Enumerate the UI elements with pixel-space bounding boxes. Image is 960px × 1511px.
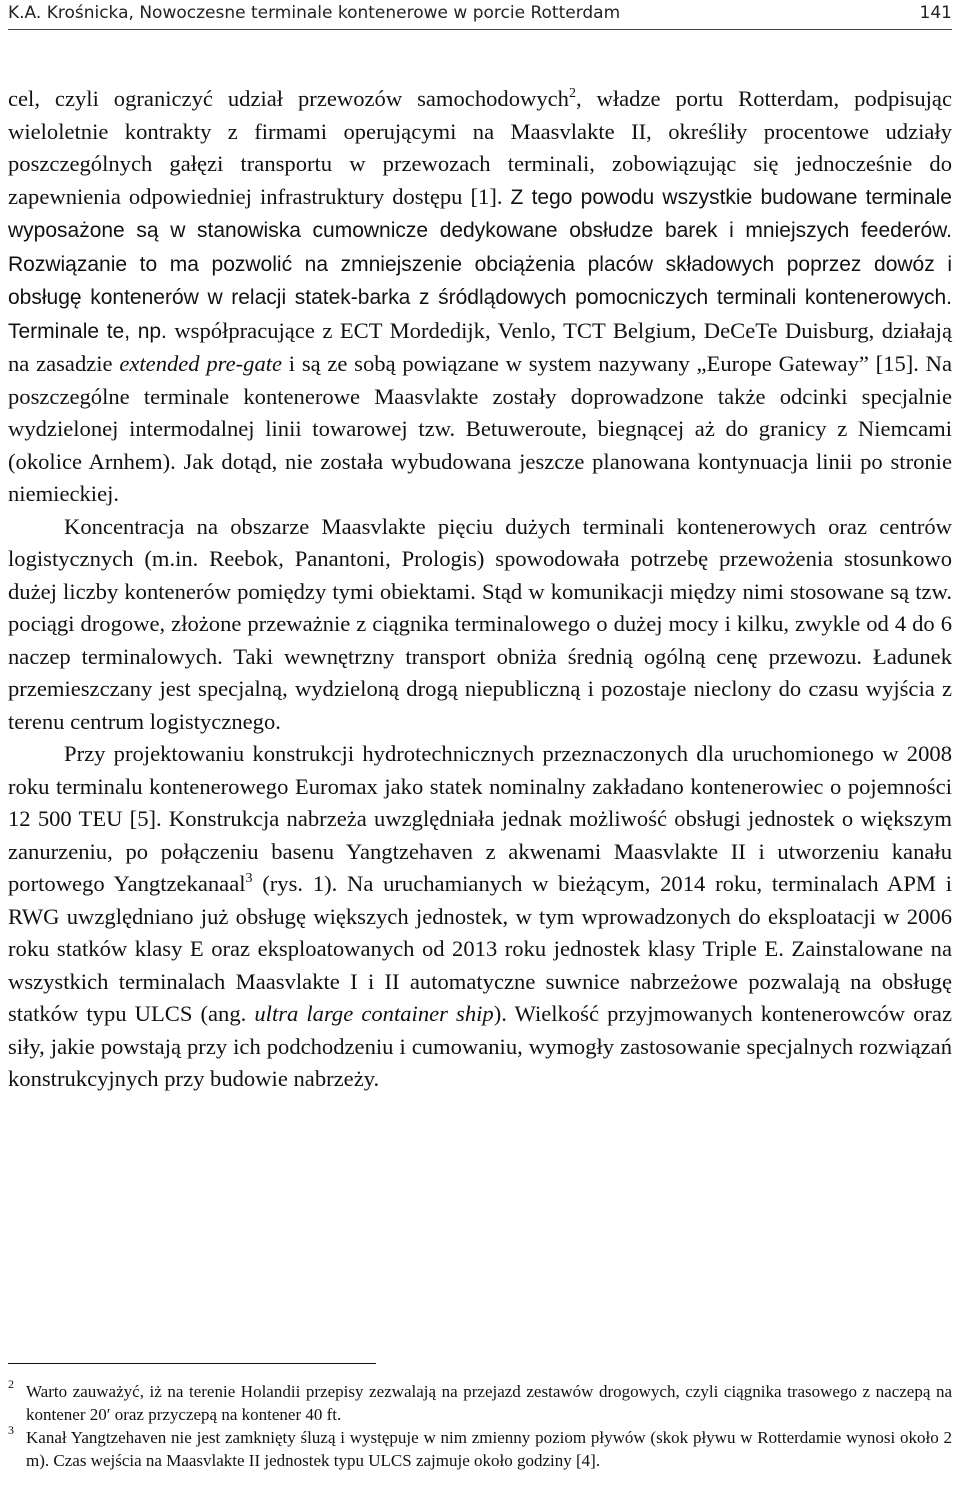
paragraph-1-text-b: , władze portu Rotterdam, podpisując wieloletnie kontrakty z firmami operującymi na Maasvlakte II, określiły procentowe udziały poszczególnych gałęzi transportu w przewozach terminali, zobowiązując się jednocześnie do zapewnienia odpowiedniej infrastruktury dostępu [1]. bbox=[8, 86, 952, 209]
paragraph-1-italic: extended pre-gate bbox=[119, 351, 283, 376]
paragraph-3-text-c: ). Wielkość przyjmowanych kontenerowców oraz siły, jakie powstają przy ich podchodzeniu i cumowaniu, wymogły zastosowanie specjalnych rozwiązań konstrukcyjnych przy budowie nabrzeży. bbox=[8, 1001, 952, 1091]
footnote-rule bbox=[8, 1363, 376, 1364]
footnote-text: Warto zauważyć, iż na terenie Holandii przepisy zezwalają na przejazd zestawów drogowych, czyli ciągnika trasowego z naczepą na kontener 20′ oraz przyczepą na kontener 40 ft. bbox=[26, 1382, 952, 1424]
footnote-ref-3: 3 bbox=[245, 870, 253, 886]
header-rule bbox=[8, 29, 952, 30]
body-text bbox=[8, 83, 952, 1096]
paragraph-3-text-a: Przy projektowaniu konstrukcji hydrotechnicznych przeznaczonych dla uruchomionego w 2008 roku terminalu kontenerowego Euromax jako statek nominalny zakładano kontenerowiec o pojemności 12 500 TEU [5]. Konstrukcja nabrzeża uwzględniała jednak możliwość obsługi jednostek o większym zanurzeniu, po połączeniu basenu Yangtzehaven z akwenami Maasvlakte II i utworzeniu kanału portowego Yangtzekanaal bbox=[8, 741, 952, 896]
paragraph-1-text-e: i są ze sobą powiązane w system nazywany „Europe Gateway” [15]. Na poszczególne terminale kontenerowe Maasvlakte zostały doprowadzone także odcinki specjalnie wydzielonej intermodalnej linii towarowej tzw. Betuweroute, biegnącej aż do granicy z Niemcami (okolice Arnhem). Jak dotąd, nie została wybudowana jeszcze planowana kontynuacja linii po stronie niemieckiej. bbox=[8, 351, 953, 506]
paragraph-1-text-c: Z tego powodu wszystkie budowane terminale wyposażone są w stanowiska cumownicze dedykowane obsłudze barek i mniejszych feederów. Rozwiązanie to ma pozwolić na zmniejszenie obciążenia placów składowych poprzez dowóz i obsługę kontenerów w relacji statek-barka z śródlądowych pomocniczych terminali kontenerowych. Terminale te, np. bbox=[8, 185, 952, 343]
footnote-number: 3 bbox=[8, 1423, 14, 1437]
footnote-number: 2 bbox=[8, 1377, 14, 1391]
footnotes bbox=[8, 1377, 952, 1472]
paragraph-2: Koncentracja na obszarze Maasvlakte pięciu dużych terminali kontenerowych oraz centrów logistycznych (m.in. Reebok, Panantoni, Prologis) spowodowała potrzebę przewożenia stosunkowo dużej liczby kontenerów pomiędzy tymi obiektami. Stąd w komunikacji między nimi stosowane są tzw. pociągi drogowe, złożone przeważnie z ciągnika terminalowego o dużej mocy i kilku, zwykle od 4 do 6 naczep terminalowych. Taki wewnętrzny transport obniża średnią ogólną cenę przewozu. Ładunek przemieszczany jest specjalną, wydzieloną drogą niepubliczną i pozostaje nieclony do czasu wyjścia z terenu centrum logistycznego. bbox=[8, 513, 952, 734]
paragraph-3-italic: ultra large container ship bbox=[254, 1001, 494, 1026]
footnote-3 bbox=[8, 1423, 952, 1472]
paragraph-1-text-d: współpracujące z ECT Mordedijk, Venlo, TCT Belgium, DeCeTe Duisburg, działają na zasadzie bbox=[8, 317, 952, 376]
paragraph-1-text-a: cel, czyli ograniczyć udział przewozów samochodowych bbox=[8, 86, 569, 111]
paragraph-3-text-b: (rys. 1). Na uruchamianych w bieżącym, 2014 roku, terminalach APM i RWG uwzględniano już obsługę większych jednostek, w tym wprowadzonych do eksploatacji w 2006 roku statków klasy E oraz eksploatowanych od 2013 roku jednostek klasy Triple E. Zainstalowane na wszystkich terminalach Maasvlakte I i II automatyczne suwnice nabrzeżowe pozwalają na obsługę statków typu ULCS (ang. bbox=[8, 871, 953, 1026]
running-header bbox=[8, 0, 952, 28]
footnote-ref-2: 2 bbox=[568, 85, 576, 101]
footnote-text: Kanał Yangtzehaven nie jest zamknięty śluzą i występuje w nim zmienny poziom pływów (skok pływu w Rotterdamie wynosi około 2 m). Czas wejścia na Maasvlakte II jednostek typu ULCS zajmuje około godziny [4]. bbox=[26, 1428, 952, 1470]
paragraph-3 bbox=[8, 738, 952, 1096]
paragraph-1 bbox=[8, 83, 952, 511]
running-head: K.A. Krośnicka, Nowoczesne terminale kontenerowe w porcie Rotterdam bbox=[8, 3, 621, 23]
page-number: 141 bbox=[919, 3, 952, 23]
footnote-2 bbox=[8, 1377, 952, 1426]
